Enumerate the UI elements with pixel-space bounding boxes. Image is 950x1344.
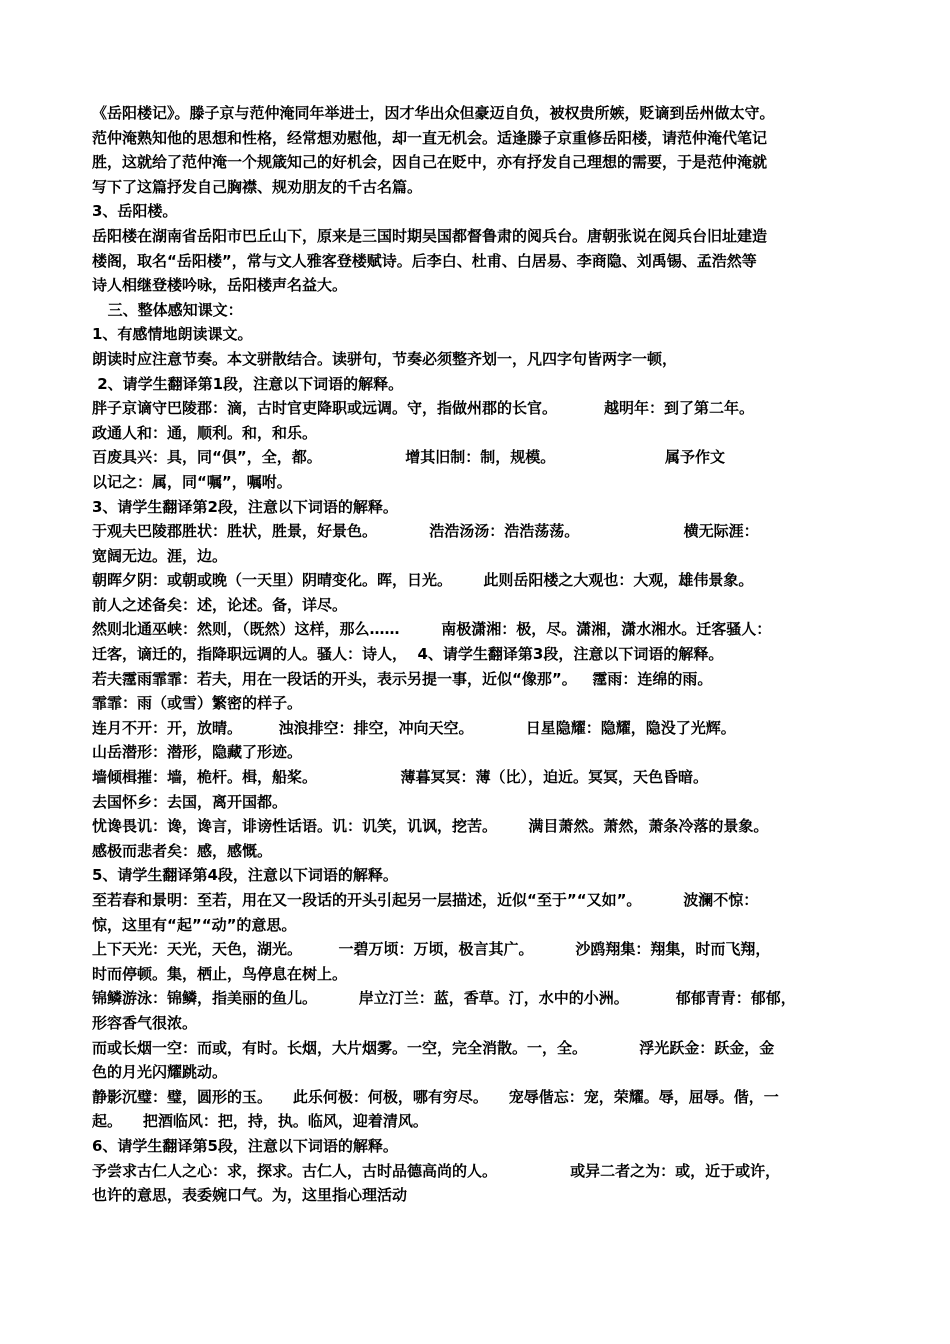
text-line: 3、岳阳楼。 <box>92 202 178 221</box>
text-line: 连月不开：开，放晴。 浊浪排空：排空，冲向天空。 日星隐耀：隐耀，隐没了光辉。 <box>92 718 736 737</box>
text-line: 3、请学生翻译第2段，注意以下词语的解释。 <box>92 497 398 516</box>
text-line: 至若春和景明：至若，用在又一段话的开头引起另一层描述，近似“至于”“又如”。 波澜不惊： <box>92 891 759 909</box>
text-line: 形容香气很浓。 <box>92 1013 198 1032</box>
text-line: 山岳潜形：潜形，隐藏了形迹。 <box>92 743 303 762</box>
text-line: 政通人和：通，顺利。和，和乐。 <box>92 423 318 442</box>
document-body <box>92 101 870 1208</box>
text-line: 色的月光闪耀跳动。 <box>92 1063 228 1082</box>
text-line: 迁客，谪迁的，指降职远调的人。骚人：诗人， 4、请学生翻译第3段，注意以下词语的解释。 <box>92 645 724 664</box>
text-line: 5、请学生翻译第4段，注意以下词语的解释。 <box>92 866 398 885</box>
text-line: 于观夫巴陵郡胜状：胜状，胜景，好景色。 浩浩汤汤：浩浩荡荡。 横无际涯： <box>92 522 759 541</box>
text-line: 惊，这里有“起”“动”的意思。 <box>92 915 297 934</box>
text-line: 范仲淹熟知他的思想和性格，经常想劝慰他，却一直无机会。适逢滕子京重修岳阳楼，请范仲淹代笔记 <box>92 128 768 147</box>
text-line: 诗人相继登楼吟咏，岳阳楼声名益大。 <box>92 276 348 295</box>
text-line: 写下了这篇抒发自己胸襟、规劝朋友的千古名篇。 <box>92 177 423 196</box>
text-line: 百废具兴：具，同“俱”，全，都。 增其旧制：制，规模。 属予作文 <box>92 448 725 467</box>
text-line: 墙倾楫摧：墙，桅杆。楫，船桨。 薄暮冥冥：薄（比），迫近。冥冥，天色昏暗。 <box>92 768 709 787</box>
text-line: 2、请学生翻译第1段，注意以下词语的解释。 <box>92 374 404 393</box>
text-line: 胜，这就给了范仲淹一个规箴知己的好机会，因自己在贬中，亦有抒发自己理想的需要，于是范仲淹就 <box>92 153 768 172</box>
text-line: 三、整体感知课文： <box>92 300 243 319</box>
text-line: 朗读时应注意节奏。本文骈散结合。读骈句，节奏必须整齐划一，凡四字句皆两字一顿， <box>92 349 678 368</box>
text-line: 感极而悲者矣：感，感慨。 <box>92 841 273 860</box>
text-line: 予尝求古仁人之心：求，探求。古仁人，古时品德高尚的人。 或异二者之为：或，近于或许， <box>92 1161 781 1180</box>
text-line: 以记之：属，同“嘱”，嘱咐。 <box>92 472 292 491</box>
text-line: 静影沉璧：璧，圆形的玉。 此乐何极：何极，哪有穷尽。 宠辱偕忘：宠，荣耀。辱，屈辱。偕，一 <box>92 1087 779 1106</box>
text-line: 霏霏：雨（或雪）繁密的样子。 <box>92 694 303 713</box>
text-line: 前人之述备矣：述，论述。备，详尽。 <box>92 595 348 614</box>
text-line: 去国怀乡：去国，离开国都。 <box>92 792 288 811</box>
text-line: 宽阔无边。涯，边。 <box>92 546 228 565</box>
text-line: 时而停顿。集，栖止，鸟停息在树上。 <box>92 964 348 983</box>
text-line: 忧谗畏讥：谗，谗言，诽谤性话语。讥：讥笑，讥讽，挖苦。 满目萧然。萧然，萧条冷落的景象。 <box>92 817 769 836</box>
text-line: 楼阁，取名“岳阳楼”，常与文人雅客登楼赋诗。后李白、杜甫、白居易、李商隐、刘禹锡、孟浩然等 <box>92 251 757 270</box>
text-line: 然则北通巫峡：然则，（既然）这样，那么…… 南极潇湘：极，尽。潇湘，潇水湘水。迁客骚人： <box>92 620 772 639</box>
text-line: 胖子京谪守巴陵郡：滴，古时官吏降职或远调。守，指做州郡的长官。 越明年：到了第二年。 <box>92 399 755 418</box>
text-line: 起。 把酒临风：把，持，执。临风，迎着清风。 <box>92 1112 428 1131</box>
text-line: 锦鳞游泳：锦鳞，指美丽的鱼儿。 岸立汀兰：蓝，香草。汀，水中的小洲。 郁郁青青：郁郁， <box>92 989 796 1008</box>
text-line: 也许的意思，表委婉口气。为，这里指心理活动 <box>92 1186 408 1205</box>
text-line: 《岳阳楼记》。滕子京与范仲淹同年举进士，因才华出众但豪迈自负，被权贵所嫉，贬谪到岳州做太守。 <box>92 104 775 122</box>
text-line: 而或长烟一空：而或，有时。长烟，大片烟雾。一空，完全消散。一，全。 浮光跃金：跃金，金 <box>92 1038 775 1057</box>
text-line: 朝晖夕阴：或朝或晚（一天里）阴晴变化。晖，日光。 此则岳阳楼之大观也：大观，雄伟景象。 <box>92 571 754 590</box>
text-line: 6、请学生翻译第5段，注意以下词语的解释。 <box>92 1136 398 1155</box>
text-line: 若夫霪雨霏霏：若夫，用在一段话的开头，表示另提一事，近似“像那”。 霪雨：连绵的雨。 <box>92 669 713 688</box>
text-line: 上下天光：天光，天色，湖光。 一碧万顷：万顷，极言其广。 沙鸥翔集：翔集，时而飞翔， <box>92 940 771 959</box>
text-line: 1、有感情地朗读课文。 <box>92 325 253 344</box>
text-line: 岳阳楼在湖南省岳阳市巴丘山下，原来是三国时期吴国都督鲁肃的阅兵台。唐朝张说在阅兵台旧址建造 <box>92 226 768 245</box>
